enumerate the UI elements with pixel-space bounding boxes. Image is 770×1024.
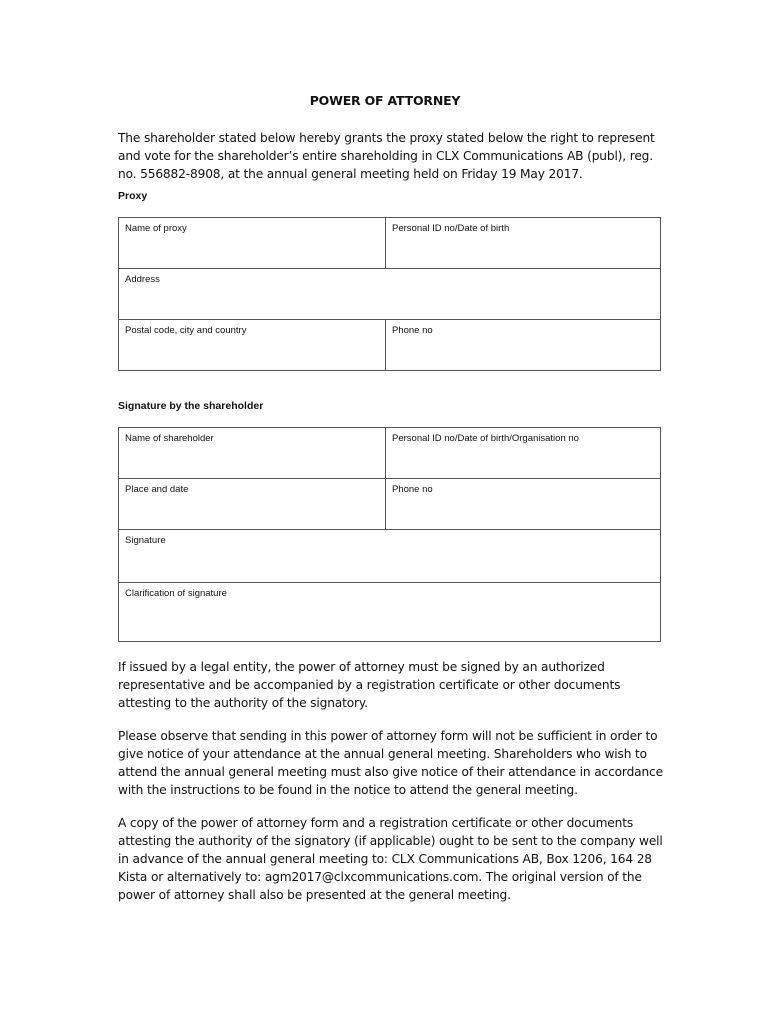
name-of-proxy-label: Name of proxy: [125, 223, 187, 234]
proxy-phone-label: Phone no: [392, 325, 433, 336]
shareholder-phone-label: Phone no: [392, 484, 433, 495]
proxy-personal-id-label: Personal ID no/Date of birth: [392, 223, 510, 234]
clarification-field[interactable]: [119, 583, 661, 642]
name-of-shareholder-field[interactable]: [119, 428, 386, 479]
proxy-address-field[interactable]: [119, 269, 661, 320]
signature-heading: Signature by the shareholder: [118, 400, 264, 412]
clarification-label: Clarification of signature: [125, 588, 227, 599]
signature-label: Signature: [125, 535, 166, 546]
proxy-postal-code-label: Postal code, city and country: [125, 325, 247, 336]
shareholder-phone-field[interactable]: [386, 479, 661, 530]
proxy-postal-code-field[interactable]: [119, 320, 386, 371]
signature-table: [118, 427, 661, 642]
proxy-table: [118, 217, 661, 371]
name-of-shareholder-label: Name of shareholder: [125, 433, 214, 444]
legal-entity-paragraph: If issued by a legal entity, the power of attorney must be signed by an authorized representative and be accompanied by a registration certificate or other documents attesting to the authority of the signatory.: [118, 660, 621, 710]
page-title: POWER OF ATTORNEY: [309, 93, 461, 108]
proxy-phone-field[interactable]: [386, 320, 661, 371]
intro-paragraph: The shareholder stated below hereby grants the proxy stated below the right to represent and vote for the shareholder’s entire shareholding in CLX Communications AB (publ), reg. no. 556882-8908, at the annual general meeting held on Friday 19 May 2017.: [118, 131, 655, 181]
shareholder-personal-id-label: Personal ID no/Date of birth/Organisation no: [392, 433, 579, 444]
signature-field[interactable]: [119, 530, 661, 583]
shareholder-personal-id-field[interactable]: [386, 428, 661, 479]
place-and-date-field[interactable]: [119, 479, 386, 530]
proxy-address-label: Address: [125, 274, 160, 285]
proxy-personal-id-field[interactable]: [386, 218, 661, 269]
place-and-date-label: Place and date: [125, 484, 189, 495]
submission-paragraph: A copy of the power of attorney form and a registration certificate or other documents attesting the authority of the signatory (if applicable) ought to be sent to the company well in advance of the annual general meeting to: CLX Communications AB, Box 1206, 164 28 Kista or alternatively to: agm2017@clxcommunications.com. The original version of the power of attorney shall also be presented at the general meeting.: [118, 816, 663, 902]
name-of-proxy-field[interactable]: [119, 218, 386, 269]
attendance-notice-paragraph: Please observe that sending in this power of attorney form will not be sufficient in order to give notice of your attendance at the annual general meeting. Shareholders who wish to attend the annual general meeting must also give notice of their attendance in accordance with the instructions to be found in the notice to attend the general meeting.: [118, 729, 663, 797]
proxy-heading: Proxy: [118, 190, 148, 202]
